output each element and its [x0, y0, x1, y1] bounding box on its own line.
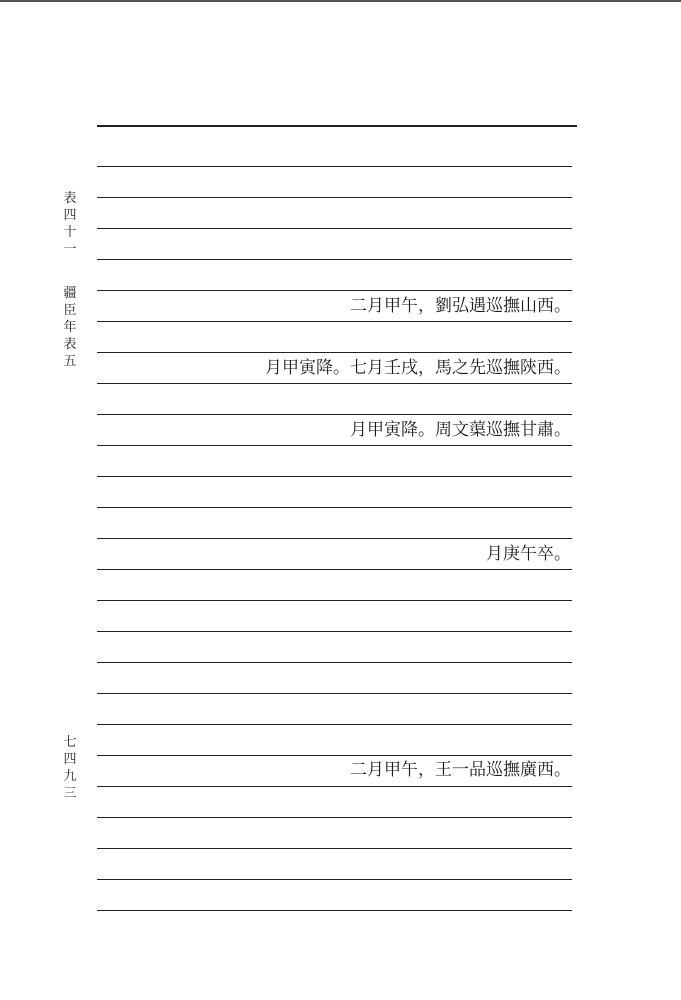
table-rule [97, 848, 572, 849]
table-rule [97, 445, 572, 446]
margin-char: 十 [63, 225, 77, 240]
table-rule [97, 414, 572, 415]
record-text: 月甲寅降。七月壬戌，馬之先巡撫陝西。 [265, 358, 571, 378]
table-top-rule [97, 125, 577, 127]
margin-char: 四 [63, 752, 77, 767]
record-text: 月庚午卒。 [486, 544, 571, 564]
table-row [350, 294, 571, 318]
table-rule [97, 817, 572, 818]
record-text: 二月甲午，王一品巡撫廣西。 [350, 760, 571, 780]
table-rule [97, 507, 572, 508]
table-rule [97, 786, 572, 787]
margin-char: 表 [63, 337, 77, 352]
margin-char: 年 [63, 320, 77, 335]
page-top-edge [0, 0, 681, 2]
table-rule [97, 879, 572, 880]
table-row [350, 418, 571, 442]
margin-char: 一 [63, 242, 77, 257]
margin-char: 疆 [63, 286, 77, 301]
margin-section-label [60, 190, 80, 258]
table-rule [97, 631, 572, 632]
table-rule [97, 197, 572, 198]
table-rule [97, 910, 572, 911]
table-rule [97, 724, 572, 725]
margin-char: 五 [63, 354, 77, 369]
table-rule [97, 290, 572, 291]
table-rule [97, 693, 572, 694]
table-rule [97, 569, 572, 570]
table-rule [97, 321, 572, 322]
margin-char: 表 [63, 191, 77, 206]
table-row [265, 356, 571, 380]
margin-char: 三 [63, 786, 77, 801]
record-text: 二月甲午，劉弘遇巡撫山西。 [350, 296, 571, 316]
table-rule [97, 228, 572, 229]
table-rule [97, 755, 572, 756]
table-rule [97, 600, 572, 601]
margin-char: 七 [63, 735, 77, 750]
table-row [350, 758, 571, 782]
table-rule [97, 259, 572, 260]
margin-char: 臣 [63, 303, 77, 318]
table-rule [97, 476, 572, 477]
margin-char: 九 [63, 769, 77, 784]
table-rule [97, 538, 572, 539]
table-rule [97, 352, 572, 353]
table-rule [97, 662, 572, 663]
table-rule [97, 383, 572, 384]
margin-char: 四 [63, 208, 77, 223]
record-text: 月甲寅降。周文蕖巡撫甘肅。 [350, 420, 571, 440]
table-rule [97, 166, 572, 167]
table-row [486, 542, 571, 566]
margin-page-number [60, 734, 80, 802]
margin-title-label [60, 285, 80, 370]
